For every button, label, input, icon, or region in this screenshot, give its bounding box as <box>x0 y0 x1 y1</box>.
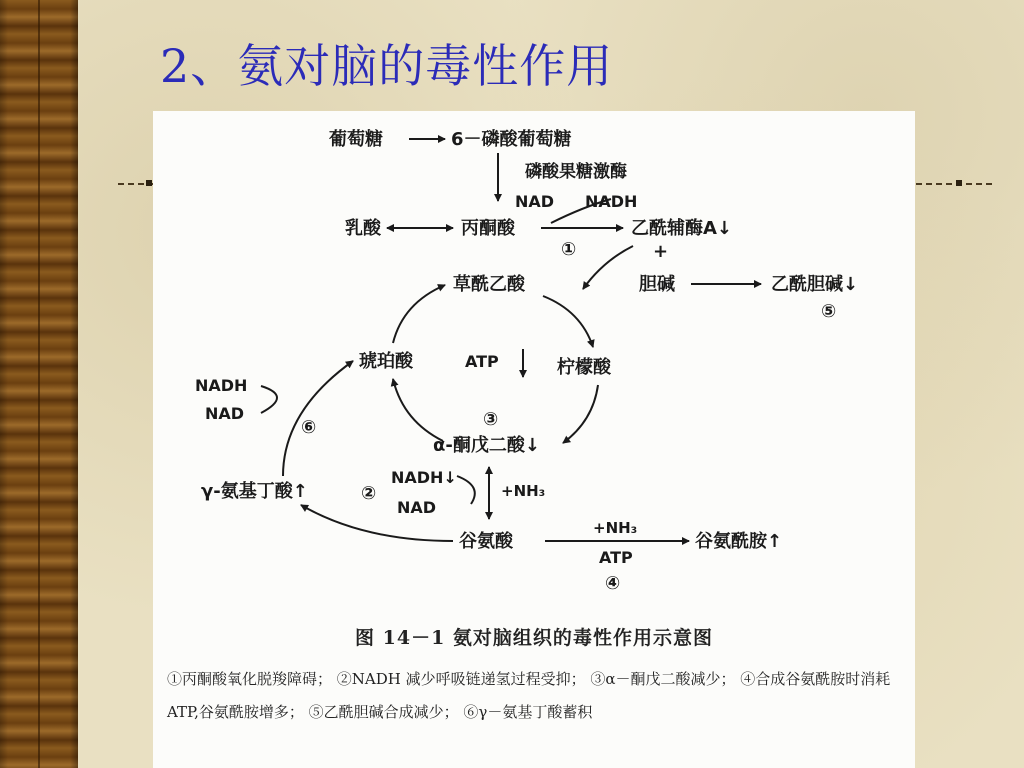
label-nh3-right: +NH₃ <box>593 519 638 537</box>
label-pyruvate: 丙酮酸 <box>461 218 515 239</box>
label-enzyme-pfk: 磷酸果糖激酶 <box>525 162 627 182</box>
pathway-arrows <box>261 139 761 541</box>
label-acetyl-coa: 乙酰辅酶A↓ <box>631 218 733 239</box>
figure-caption-title: 图 14－1 氨对脑组织的毒性作用示意图 <box>355 627 713 649</box>
label-g6p: 6－磷酸葡萄糖 <box>451 129 572 150</box>
slide-title: 2、氨对脑的毒性作用 <box>160 39 614 93</box>
label-nh3-mid: +NH₃ <box>501 482 546 500</box>
label-atp-right: ATP <box>599 548 633 567</box>
dashed-rule-dot-left <box>146 180 152 186</box>
label-akg: α-酮戊二酸↓ <box>433 435 540 456</box>
label-nadh-left: NADH <box>195 376 248 395</box>
label-nadh-top: NADH <box>585 192 638 211</box>
label-nadh-mid: NADH↓ <box>391 468 457 487</box>
label-nad-left: NAD <box>205 404 245 423</box>
label-nad-top: NAD <box>515 192 555 211</box>
arrow-citrate-akg <box>563 385 598 443</box>
label-glutamine: 谷氨酰胺↑ <box>695 531 783 552</box>
label-circled-1: ① <box>561 239 577 260</box>
label-circled-5: ⑤ <box>821 301 837 322</box>
label-circled-3: ③ <box>483 409 499 430</box>
label-gaba: γ-氨基丁酸↑ <box>201 481 308 502</box>
label-oxaloacetate: 草酰乙酸 <box>453 274 525 295</box>
label-circled-4: ④ <box>605 573 621 594</box>
label-plus: + <box>653 241 669 262</box>
label-circled-6: ⑥ <box>301 417 317 438</box>
label-circled-2: ② <box>361 483 377 504</box>
label-atp-center: ATP <box>465 352 499 371</box>
label-choline: 胆碱 <box>639 274 675 295</box>
label-lactate: 乳酸 <box>345 218 381 239</box>
arc-nadh-nad-mid <box>457 476 475 504</box>
arrow-acetylcoa-cycle <box>583 246 633 289</box>
figure-caption-text: ①丙酮酸氧化脱羧障碍； ②NADH 减少呼吸链递氢过程受抑； ③α－酮戊二酸减少； ④合成谷氨酰胺时消耗 ATP,谷氨酰胺增多； ⑤乙酰胆碱合成减少； ⑥γ－氨基丁酸蓄积 <box>167 670 891 721</box>
label-glucose: 葡萄糖 <box>329 129 383 150</box>
dashed-rule-right <box>916 183 992 185</box>
arrow-succinate-oxaloacetate <box>393 285 445 343</box>
label-succinate: 琥珀酸 <box>359 351 413 372</box>
arrow-oxaloacetate-citrate <box>543 296 593 347</box>
label-nad-mid: NAD <box>397 498 437 517</box>
figure-panel <box>153 111 915 768</box>
label-acetylcholine: 乙酰胆碱↓ <box>771 274 859 295</box>
label-glutamate: 谷氨酸 <box>459 531 513 552</box>
dashed-rule-dot-right <box>956 180 962 186</box>
label-citrate: 柠檬酸 <box>557 357 611 378</box>
metabolic-pathway-diagram <box>153 111 915 623</box>
wood-divider-line <box>38 0 40 768</box>
arrow-gaba-succinate <box>283 361 353 476</box>
arc-nadh-nad-left <box>261 386 277 413</box>
arrow-akg-succinate <box>393 379 443 441</box>
